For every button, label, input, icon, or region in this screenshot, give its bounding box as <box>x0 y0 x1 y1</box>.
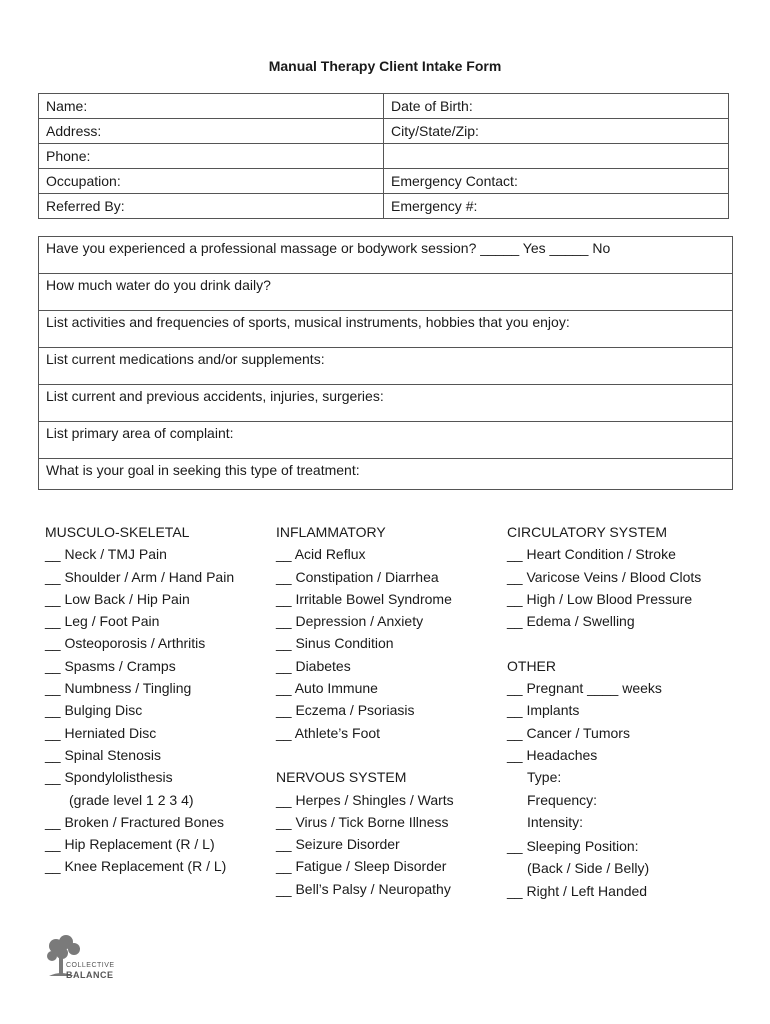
checklist-item[interactable]: __ Herpes / Shingles / Warts <box>276 791 454 808</box>
questions-box <box>38 236 733 490</box>
collective-balance-logo <box>44 934 116 980</box>
checklist-item[interactable]: __ Spondylolisthesis <box>45 769 173 786</box>
table-row <box>39 169 729 194</box>
checklist-item[interactable]: __ Spinal Stenosis <box>45 746 161 763</box>
question-massage[interactable]: Have you experienced a professional massage or bodywork session? _____ Yes _____ No <box>39 237 732 274</box>
checklist-item[interactable]: __ Pregnant ____ weeks <box>507 680 662 697</box>
section-heading: NERVOUS SYSTEM <box>276 769 407 786</box>
checklist-item[interactable]: __ Leg / Foot Pain <box>45 613 160 630</box>
checklist-item[interactable]: __ Heart Condition / Stroke <box>507 546 676 563</box>
checklist-item[interactable]: __ Depression / Anxiety <box>276 613 424 630</box>
question-medications[interactable]: List current medications and/or supplements: <box>39 348 732 385</box>
checklist-item[interactable]: __ Cancer / Tumors <box>507 724 630 741</box>
table-row <box>39 119 729 144</box>
checklist-item[interactable]: __ Edema / Swelling <box>507 613 635 630</box>
checklist-item[interactable]: __ Athlete’s Foot <box>276 724 381 741</box>
checklist-item[interactable]: __ Bulging Disc <box>45 702 143 719</box>
checklist-item[interactable]: __ Auto Immune <box>276 680 378 697</box>
checklist-item[interactable]: __ Virus / Tick Borne Illness <box>276 813 449 830</box>
question-goal[interactable]: What is your goal in seeking this type of treatment: <box>46 462 360 478</box>
checklist-item[interactable]: __ Broken / Fractured Bones <box>45 813 224 830</box>
dob-field[interactable]: Date of Birth: <box>384 94 729 119</box>
address-field[interactable]: Address: <box>39 119 384 144</box>
checklist-item[interactable]: __ Knee Replacement (R / L) <box>45 858 227 875</box>
checklist-item[interactable]: __ Constipation / Diarrhea <box>276 568 439 585</box>
emergency-contact-field[interactable]: Emergency Contact: <box>384 169 729 194</box>
checklist-item[interactable]: __ Acid Reflux <box>276 546 366 563</box>
inflammatory-nervous-column <box>276 521 454 900</box>
section-heading: MUSCULO-SKELETAL <box>45 524 190 540</box>
checklist-item[interactable]: __ Eczema / Psoriasis <box>276 702 415 719</box>
circulatory-other-column <box>507 521 701 902</box>
sleep-position-note: (Back / Side / Belly) <box>527 860 650 877</box>
headache-type-field[interactable]: Type: <box>527 769 562 786</box>
checklist-item[interactable]: __ Neck / TMJ Pain <box>45 546 167 563</box>
blank-field[interactable] <box>384 144 729 169</box>
logo-text-bottom: BALANCE <box>66 970 114 980</box>
client-info-table <box>38 93 729 219</box>
checklist-item[interactable]: __ Fatigue / Sleep Disorder <box>276 858 447 875</box>
checklist-item[interactable]: __ Spasms / Cramps <box>45 657 176 674</box>
checklist-item[interactable]: __ Osteoporosis / Arthritis <box>45 635 206 652</box>
checklist-item[interactable]: __ Diabetes <box>276 657 351 674</box>
musculo-skeletal-column <box>45 521 234 878</box>
checklist-item[interactable]: __ Sleeping Position: <box>507 838 639 855</box>
section-heading: CIRCULATORY SYSTEM <box>507 524 668 540</box>
table-row <box>39 194 729 219</box>
checklist-item[interactable]: __ Herniated Disc <box>45 724 157 741</box>
checklist-item[interactable]: __ Numbness / Tingling <box>45 680 192 697</box>
question-activities[interactable]: List activities and frequencies of sports, musical instruments, hobbies that you enjoy: <box>39 311 732 348</box>
grade-level-note: (grade level 1 2 3 4) <box>69 791 194 808</box>
checklist-item[interactable]: __ Shoulder / Arm / Hand Pain <box>45 568 235 585</box>
city-state-zip-field[interactable]: City/State/Zip: <box>384 119 729 144</box>
table-row <box>39 94 729 119</box>
checklist-item[interactable]: __ Seizure Disorder <box>276 836 400 853</box>
logo-text-top: COLLECTIVE <box>66 962 115 969</box>
spacer <box>507 632 701 654</box>
checklist-item[interactable]: __ Varicose Veins / Blood Clots <box>507 568 702 585</box>
checklist-item[interactable]: __ Bell’s Palsy / Neuropathy <box>276 880 451 897</box>
checklist-item[interactable]: __ Implants <box>507 702 580 719</box>
section-heading: OTHER <box>507 657 556 674</box>
form-title: Manual Therapy Client Intake Form <box>268 58 502 74</box>
name-field[interactable]: Name: <box>39 94 384 119</box>
occupation-field[interactable]: Occupation: <box>39 169 384 194</box>
table-row <box>39 144 729 169</box>
checklist-item[interactable]: __ Sinus Condition <box>276 635 394 652</box>
emergency-number-field[interactable]: Emergency #: <box>384 194 729 219</box>
checklist-item[interactable]: __ Hip Replacement (R / L) <box>45 836 215 853</box>
checklist-item[interactable]: __ Right / Left Handed <box>507 882 648 899</box>
headache-frequency-field[interactable]: Frequency: <box>527 791 598 808</box>
spacer <box>276 744 454 766</box>
phone-field[interactable]: Phone: <box>39 144 384 169</box>
question-complaint[interactable]: List primary area of complaint: <box>39 422 732 459</box>
checklist-item[interactable]: __ High / Low Blood Pressure <box>507 590 693 607</box>
checklist-item[interactable]: __ Low Back / Hip Pain <box>45 590 190 607</box>
referred-by-field[interactable]: Referred By: <box>39 194 384 219</box>
checklist-item[interactable]: __ Headaches <box>507 746 598 763</box>
checklist-item[interactable]: __ Irritable Bowel Syndrome <box>276 590 452 607</box>
headache-intensity-field[interactable]: Intensity: <box>527 813 584 830</box>
section-heading: INFLAMMATORY <box>276 524 386 540</box>
question-water[interactable]: How much water do you drink daily? <box>39 274 732 311</box>
question-injuries[interactable]: List current and previous accidents, injuries, surgeries: <box>39 385 732 422</box>
